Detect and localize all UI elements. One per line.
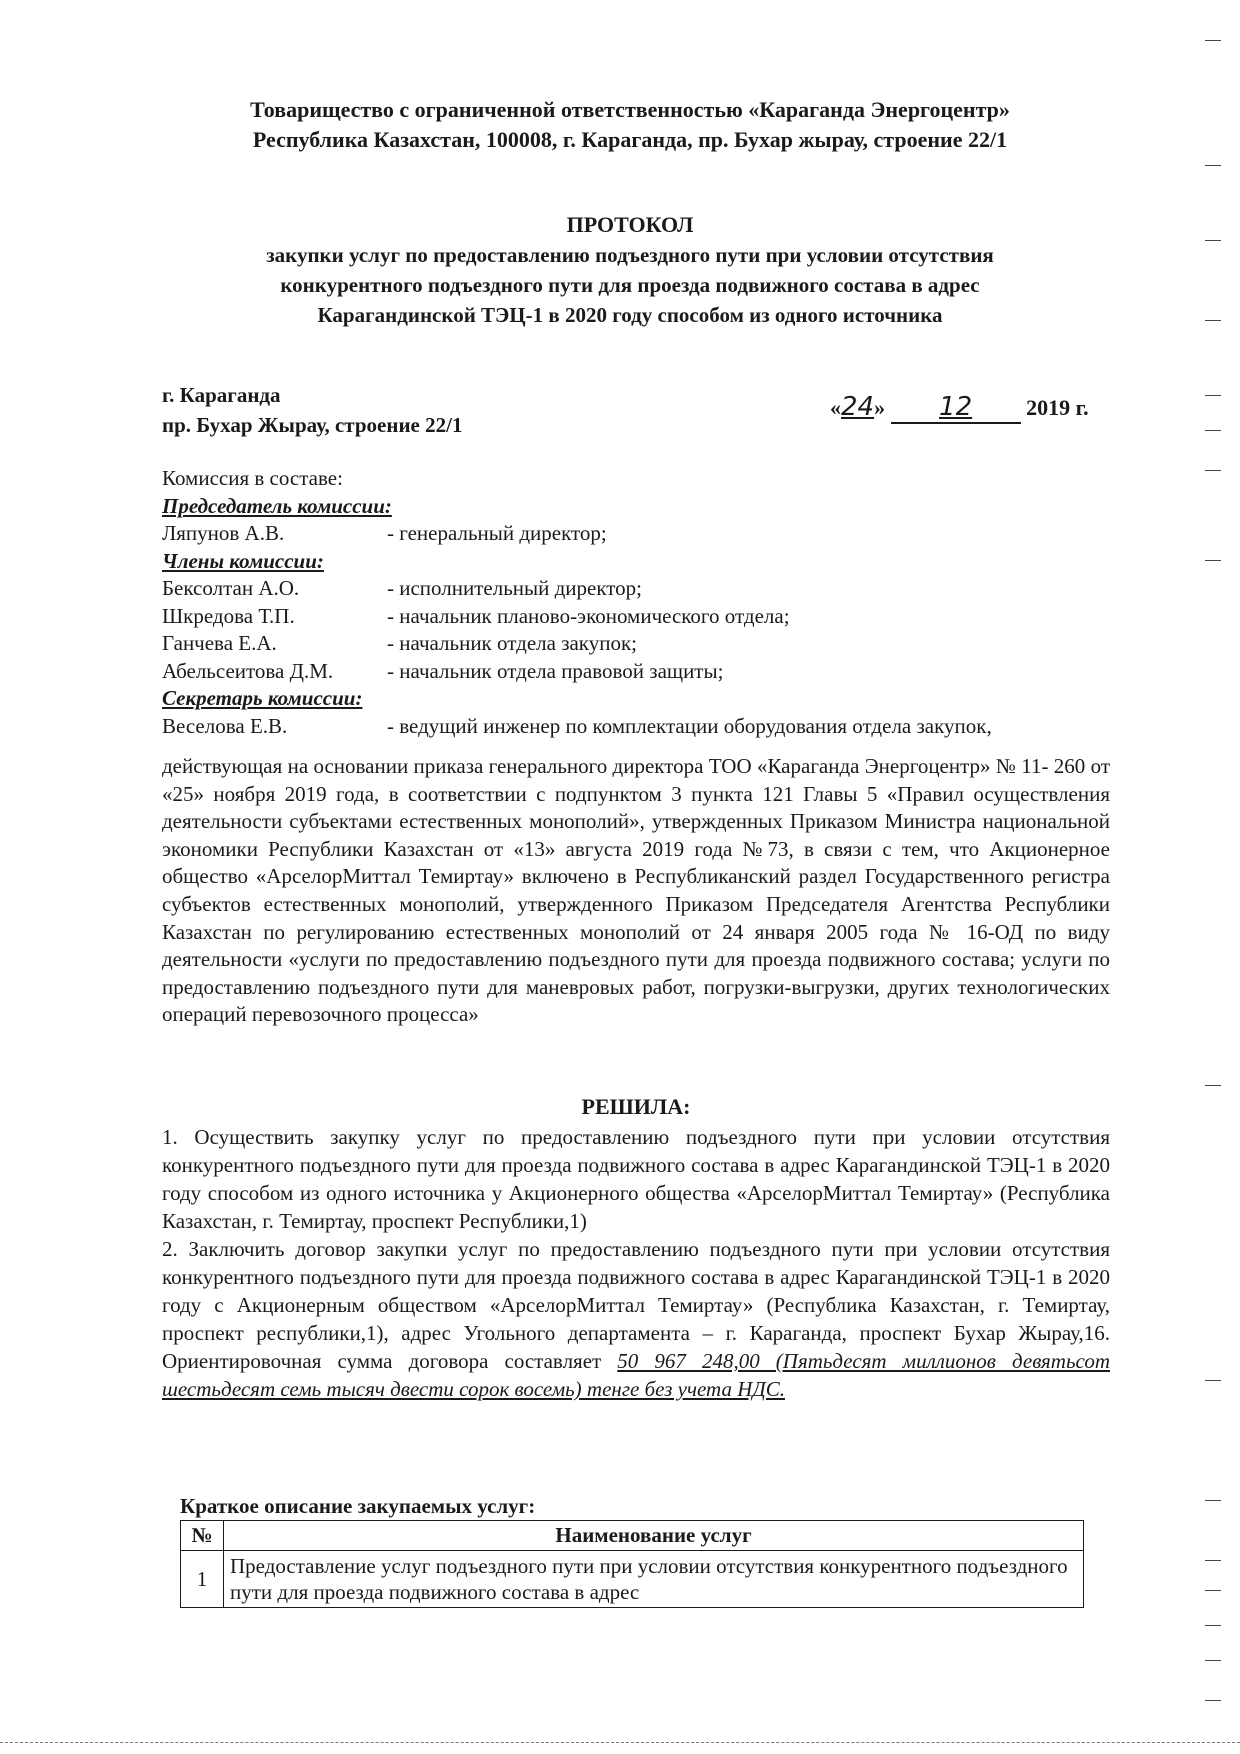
chair-name: Ляпунов А.В. xyxy=(162,521,285,545)
date-month: 12 xyxy=(891,392,1021,424)
member-name: Ганчева Е.А. xyxy=(162,631,277,655)
commission-block xyxy=(162,465,1112,740)
member-row xyxy=(162,630,1112,658)
secretary-position: - ведущий инженер по комплектации оборудования отдела закупок, xyxy=(387,713,992,738)
member-position: - начальник планово-экономического отдела; xyxy=(387,603,790,628)
member-name: Абельсеитова Д.М. xyxy=(162,658,334,683)
member-row xyxy=(162,658,1112,686)
table-header-row xyxy=(181,1521,1084,1551)
member-row xyxy=(162,575,1112,603)
document-title xyxy=(150,210,1110,330)
decision-heading: РЕШИЛА: xyxy=(581,1094,691,1119)
column-header-number: № xyxy=(181,1521,224,1551)
scan-edge-marks xyxy=(1205,0,1235,1754)
row-number: 1 xyxy=(181,1551,224,1608)
row-service-name: Предоставление услуг подъездного пути при условии отсутствия конкурентного подъездного пути для проезда подвижного состава в адрес xyxy=(224,1551,1084,1608)
member-position: - начальник отдела закупок; xyxy=(387,631,637,655)
scan-bottom-edge xyxy=(0,1742,1240,1745)
contract-sum: 50 967 248,00 (Пятьдесят миллионов девятьсот шестьдесят семь тысяч двести сорок восемь) тенге без учета НДС. xyxy=(162,1349,1110,1401)
organization-name: Товарищество с ограниченной ответственностью «Караганда Энергоцентр» xyxy=(250,97,1010,122)
organization-address: Республика Казахстан, 100008, г. Караганда, пр. Бухар жырау, строение 22/1 xyxy=(252,127,1008,152)
protocol-date: «24» 12 2019 г. xyxy=(830,392,1089,422)
secretary-label: Секретарь комиссии: xyxy=(162,686,363,710)
member-row xyxy=(162,603,1112,631)
member-name: Шкредова Т.П. xyxy=(162,603,295,628)
chair-row xyxy=(162,520,1112,548)
date-year: 2019 г. xyxy=(1026,395,1089,420)
column-header-service-name: Наименование услуг xyxy=(224,1521,1084,1551)
protocol-subject-line-1: закупки услуг по предоставлению подъездного пути при условии отсутствия xyxy=(266,243,994,267)
decision-item-2 xyxy=(162,1235,1110,1403)
place-address: пр. Бухар Жырау, строение 22/1 xyxy=(162,413,463,437)
basis-paragraph: действующая на основании приказа генерального директора ТОО «Караганда Энергоцентр» № 11- 260 от «25» ноября 2019 года, в соответствии с подпунктом 3 пункта 121 Главы 5 «Правил осуществления деятельности субъектами естественных монополий», утвержденных Приказом Министра национальной экономики Республики Казахстан от «13» августа 2019 года №73, в связи с тем, что Акционерное общество «АрселорМиттал Темиртау» включено в Республиканский раздел Государственного регистра субъектов естественных монополий, утвержденного Приказом Председателя Агентства Республики Казахстан по регулированию естественных монополий от 24 января 2005 года № 16-ОД по виду деятельности «услуги по предоставлению подъездного пути для проезда подвижного состава; услуги по предоставлению подъездного пути для маневровых работ, погрузки-выгрузки, других технологических операций перевозочного процесса» xyxy=(162,754,1110,1027)
member-position: - начальник отдела правовой защиты; xyxy=(387,658,724,683)
secretary-name: Веселова Е.В. xyxy=(162,713,288,738)
place-block xyxy=(162,380,462,440)
place-city: г. Караганда xyxy=(162,383,281,407)
decision-block xyxy=(162,1093,1110,1403)
chair-position: - генеральный директор; xyxy=(387,521,607,545)
decision-item-1: 1. Осуществить закупку услуг по предоставлению подъездного пути при условии отсутствия конкурентного подъездного пути для проезда подвижного состава в адрес Карагандинской ТЭЦ-1 в 2020 году способом из одного источника у Акционерного общества «АрселорМиттал Темиртау» (Республика Казахстан, г. Темиртау, проспект Республики,1) xyxy=(162,1125,1110,1233)
organization-header xyxy=(150,95,1110,155)
protocol-subject-line-3: Карагандинской ТЭЦ-1 в 2020 году способом из одного источника xyxy=(317,303,943,327)
secretary-row xyxy=(162,713,1112,741)
protocol-heading: ПРОТОКОЛ xyxy=(566,212,694,237)
services-table xyxy=(180,1520,1084,1608)
member-position: - исполнительный директор; xyxy=(387,576,643,600)
commission-intro: Комиссия в составе: xyxy=(162,466,343,490)
date-day: 24 xyxy=(841,392,875,422)
table-row xyxy=(181,1551,1084,1608)
protocol-subject-line-2: конкурентного подъездного пути для проезда подвижного состава в адрес xyxy=(280,273,980,297)
decision-item-2-text: 2. Заключить договор закупки услуг по предоставлению подъездного пути при условии отсутствия конкурентного подъездного пути для проезда подвижного состава в адрес Карагандинской ТЭЦ-1 в 2020 году с Акционерным обществом «АрселорМиттал Темиртау» (Республика Казахстан, г. Темиртау, проспект республики,1), адрес Угольного департамента – г. Караганда, проспект Бухар Жырау,16. Ориентировочная сумма договора составляет xyxy=(162,1237,1110,1373)
members-label: Члены комиссии: xyxy=(162,548,324,573)
member-name: Бексолтан А.О. xyxy=(162,576,300,600)
chair-label: Председатель комиссии: xyxy=(162,493,392,518)
services-table-title: Краткое описание закупаемых услуг: xyxy=(180,1494,536,1518)
